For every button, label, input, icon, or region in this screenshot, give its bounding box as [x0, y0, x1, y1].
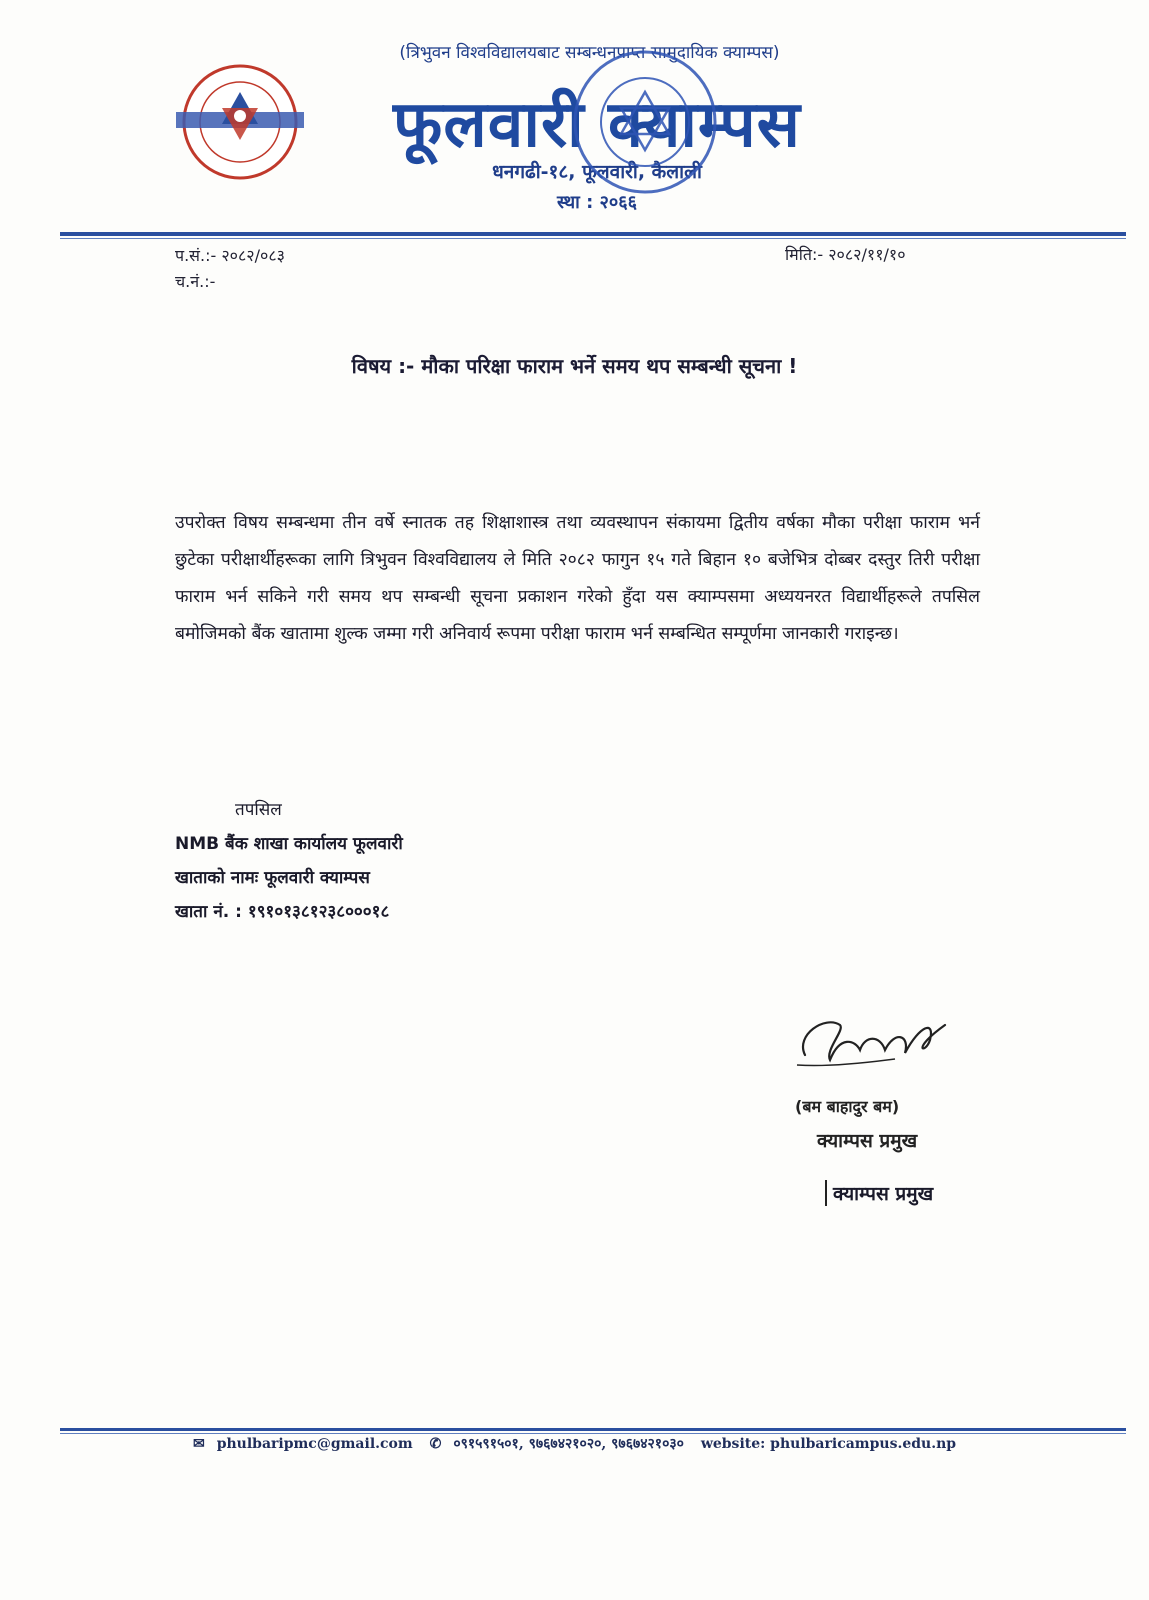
- reference-block: [175, 243, 285, 295]
- bank-details: [175, 793, 403, 929]
- signatory-name: (बम बाहादुर बम): [795, 1097, 900, 1116]
- campus-name: फूलवारी क्याम्पस: [393, 88, 801, 162]
- notice-body: उपरोक्त विषय सम्बन्धमा तीन वर्षे स्नातक तह शिक्षाशास्त्र तथा व्यवस्थापन संकायमा द्वितीय वर्षका मौका परीक्षा फाराम भर्न छुटेका परीक्षार्थीहरूका लागि त्रिभुवन विश्वविद्यालय ले मिति २०८२ फागुन १५ गते बिहान १० बजेभित्र दोब्बर दस्तुर तिरी परीक्षा फाराम भर्न सकिने गरी समय थप सम्बन्धी सूचना प्रकाशन गरेको हुँदा यस क्याम्पसमा अध्ययनरत विद्यार्थीहरूले तपसिल बमोजिमको बैंक खातामा शुल्क जम्मा गरी अनिवार्य रूपमा परीक्षा फाराम भर्न सम्बन्धित सम्पूर्णमा जानकारी गराइन्छ।: [175, 513, 980, 644]
- signatory-title: क्याम्पस प्रमुख: [817, 1130, 918, 1152]
- footer-contacts: [0, 1434, 1149, 1453]
- account-number: खाता नं. : १९१०१३८१२३८०००१८: [175, 902, 390, 922]
- campus-address: धनगढी-१८, फूलवारी, कैलाली: [492, 161, 702, 183]
- campus-stamp: [565, 42, 725, 202]
- bank-branch: NMB बैंक शाखा कार्यालय फूलवारी: [175, 834, 403, 854]
- header-divider: [60, 232, 1126, 236]
- subject-line: विषय :- मौका परिक्षा फाराम भर्ने समय थप सम्बन्धी सूचना !: [351, 354, 798, 378]
- account-name: खाताको नामः फूलवारी क्याम्पस: [175, 868, 370, 888]
- header-divider-thin: [60, 238, 1126, 239]
- letter-number: प.सं.:- २०८२/०८३: [175, 246, 285, 265]
- dispatch-number: च.नं.:-: [175, 272, 216, 291]
- letter-date: मिति:- २०८२/११/१०: [785, 245, 906, 264]
- details-heading: तपसिल: [235, 800, 282, 820]
- footer-divider: [60, 1428, 1126, 1431]
- campus-established: स्था : २०६६: [557, 192, 637, 213]
- footer-email: phulbaripmc@gmail.com: [216, 1436, 413, 1452]
- header-subtitle: (त्रिभुवन विश्वविद्यालयबाट सम्बन्धनप्राप्त सामुदायिक क्याम्पस): [399, 43, 780, 63]
- phone-icon: ✆: [429, 1436, 442, 1452]
- footer-phones: ०९१५९१५०१, ९७६७४२१०२०, ९७६७४२१०३०: [453, 1436, 684, 1452]
- email-icon: ✉: [192, 1436, 205, 1452]
- footer-website: website: phulbaricampus.edu.np: [700, 1436, 957, 1452]
- signature: [785, 995, 965, 1085]
- title-stamp: क्याम्पस प्रमुख: [825, 1180, 933, 1206]
